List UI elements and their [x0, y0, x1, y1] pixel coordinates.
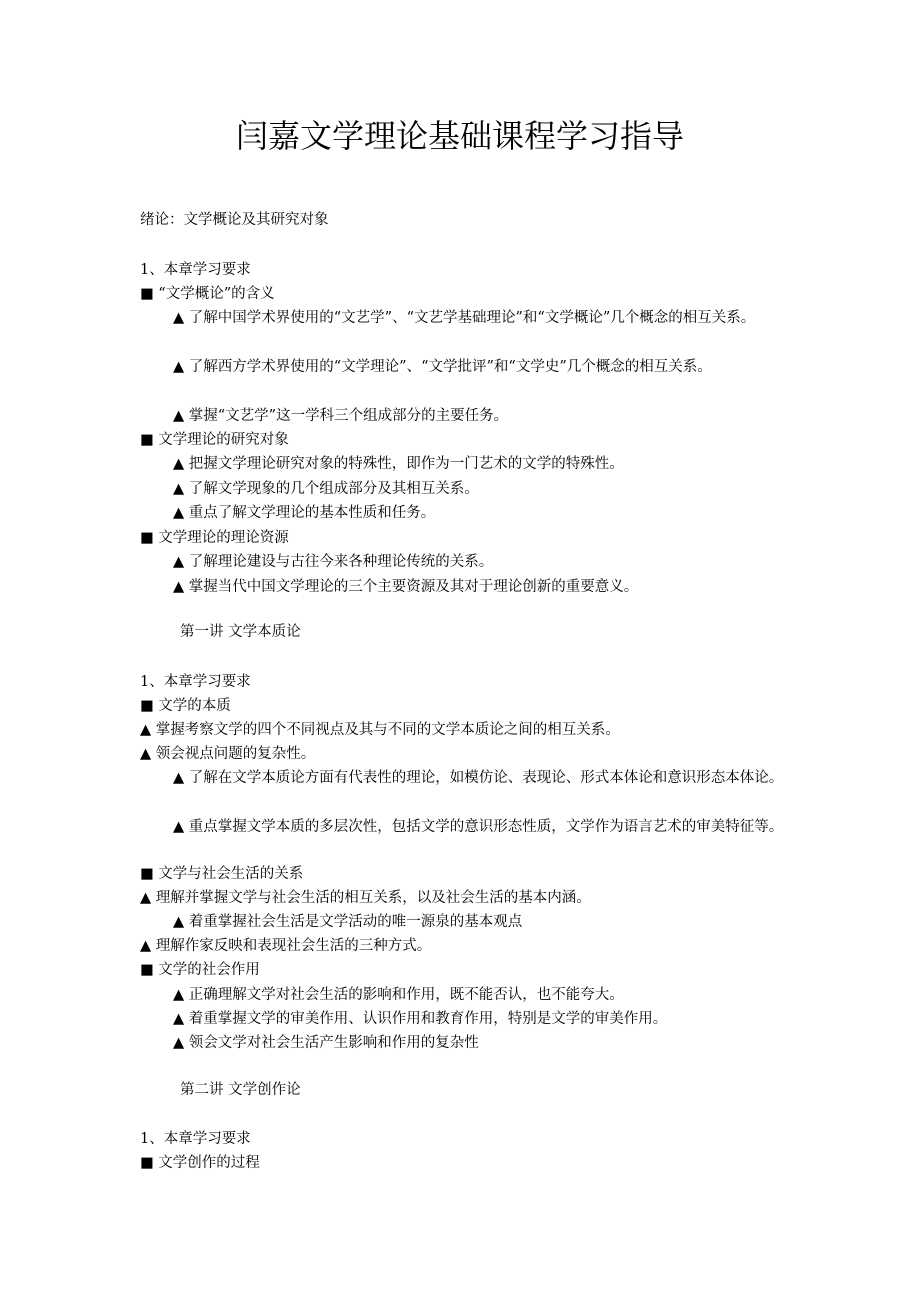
lecture1-requirements: 1、本章学习要求 — [140, 674, 251, 690]
lecture1-item-2c: ▲ 理解作家反映和表现社会生活的三种方式。 — [140, 938, 432, 954]
lecture1-section-3: ■ 文学的社会作用 — [140, 962, 260, 978]
lecture1-item-3b: ▲ 着重掌握文学的审美作用、认识作用和教育作用，特别是文学的审美作用。 — [173, 1011, 668, 1027]
lecture2-heading: 第二讲 文学创作论 — [180, 1082, 301, 1098]
lecture2-requirements: 1、本章学习要求 — [140, 1131, 251, 1147]
lecture1-item-1c: ▲ 了解在文学本质论方面有代表性的理论，如模仿论、表现论、形式本体论和意识形态本体论。 — [173, 770, 784, 786]
intro-section-3: ■ 文学理论的理论资源 — [140, 530, 289, 546]
lecture1-item-1d: ▲ 重点掌握文学本质的多层次性，包括文学的意识形态性质，文学作为语言艺术的审美特征等。 — [173, 819, 784, 835]
lecture1-item-3c: ▲ 领会文学对社会生活产生影响和作用的复杂性 — [173, 1035, 479, 1051]
intro-item-2c: ▲ 重点了解文学理论的基本性质和任务。 — [173, 505, 436, 521]
intro-heading: 绪论：文学概论及其研究对象 — [140, 212, 329, 228]
lecture1-item-1b: ▲ 领会视点问题的复杂性。 — [140, 746, 316, 762]
intro-requirements: 1、本章学习要求 — [140, 262, 251, 278]
intro-section-2: ■ 文学理论的研究对象 — [140, 432, 289, 448]
lecture1-section-2: ■ 文学与社会生活的关系 — [140, 866, 304, 882]
intro-item-1a: ▲ 了解中国学术界使用的“文艺学”、“文艺学基础理论”和“文学概论”几个概念的相互关系。 — [173, 310, 756, 326]
lecture1-item-2b: ▲ 着重掌握社会生活是文学活动的唯一源泉的基本观点 — [173, 914, 523, 930]
lecture1-item-2a: ▲ 理解并掌握文学与社会生活的相互关系，以及社会生活的基本内涵。 — [140, 890, 591, 906]
intro-item-1c: ▲ 掌握“文艺学”这一学科三个组成部分的主要任务。 — [173, 408, 509, 424]
lecture1-section-1: ■ 文学的本质 — [140, 698, 231, 714]
intro-item-2b: ▲ 了解文学现象的几个组成部分及其相互关系。 — [173, 481, 479, 497]
intro-item-3b: ▲ 掌握当代中国文学理论的三个主要资源及其对于理论创新的重要意义。 — [173, 579, 639, 595]
lecture1-item-1a: ▲ 掌握考察文学的四个不同视点及其与不同的文学本质论之间的相互关系。 — [140, 722, 620, 738]
lecture1-heading: 第一讲 文学本质论 — [180, 624, 301, 640]
intro-section-1: ■ “文学概论”的含义 — [140, 286, 275, 302]
intro-item-1b: ▲ 了解西方学术界使用的“文学理论”、“文学批评”和“文学史”几个概念的相互关系。 — [173, 359, 712, 375]
document-title: 闫嘉文学理论基础课程学习指导 — [235, 117, 684, 155]
lecture1-item-3a: ▲ 正确理解文学对社会生活的影响和作用，既不能否认，也不能夸大。 — [173, 987, 624, 1003]
intro-item-2a: ▲ 把握文学理论研究对象的特殊性，即作为一门艺术的文学的特殊性。 — [173, 456, 624, 472]
lecture2-section-1: ■ 文学创作的过程 — [140, 1155, 260, 1171]
intro-item-3a: ▲ 了解理论建设与古往今来各种理论传统的关系。 — [173, 554, 494, 570]
